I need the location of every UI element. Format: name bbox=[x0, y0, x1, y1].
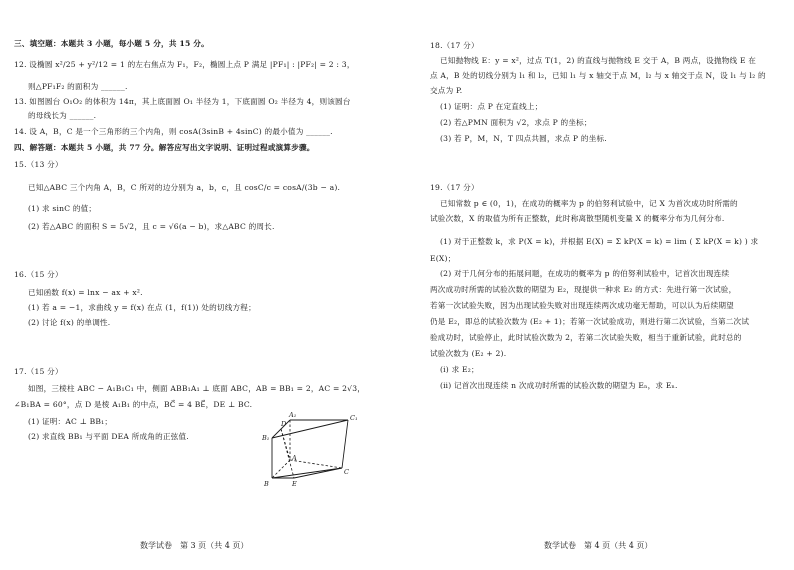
edge-b-c bbox=[272, 468, 342, 478]
label-b1: B₁ bbox=[262, 434, 270, 442]
q19-part2-line4: 仍是 E₂，即总的试验次数为 (E₂ + 1)；若第一次试验成功，则进行第二次试验，当第二次试 bbox=[430, 317, 750, 326]
q19-part1-line1: (1) 对于正整数 k，求 P(X = k)，并根据 E(X) = Σ kP(X = k) = lim ( Σ kP(X = k) ) 求 bbox=[440, 237, 759, 246]
q19-part2-line5: 验成功时，试验停止，此时试验次数为 2，若第二次试验失败，相当于重新试验，此时总的 bbox=[430, 333, 742, 342]
q19-stem-line1: 已知常数 p ∈ (0，1)，在成功的概率为 p 的伯努利试验中，记 X 为首次成功时所需的 bbox=[440, 199, 738, 208]
q15-heading: 15.（13 分） bbox=[14, 160, 63, 169]
q15-part2: (2) 若△ABC 的面积 S = 5√2，且 c = √6(a − b)，求△ABC 的周长. bbox=[28, 222, 275, 231]
q17-part2: (2) 求直线 BB₁ 与平面 DEA 所成角的正弦值. bbox=[28, 432, 189, 441]
prism-figure bbox=[262, 410, 367, 492]
q15-stem: 已知△ABC 三个内角 A，B，C 所对的边分别为 a，b，c，且 cosC/c = cosA/(3b − a). bbox=[28, 183, 341, 192]
q18-part1: (1) 证明：点 P 在定直线上； bbox=[440, 102, 543, 111]
q19-heading: 19.（17 分） bbox=[430, 183, 479, 192]
label-c: C bbox=[344, 468, 349, 476]
label-e: E bbox=[292, 480, 297, 488]
q19-subpart-i: (ⅰ) 求 E₂； bbox=[440, 365, 479, 374]
label-a1: A₁ bbox=[289, 411, 297, 419]
label-a: A bbox=[292, 454, 297, 462]
q16-heading: 16.（15 分） bbox=[14, 270, 63, 279]
label-d: D bbox=[281, 420, 287, 428]
q19-part1-line2: E(X)； bbox=[430, 254, 456, 263]
edge-c1-c bbox=[342, 420, 348, 468]
q12-line2: 则△PF₁F₂ 的面积为 ______. bbox=[28, 82, 128, 91]
q14: 14. 设 A，B，C 是一个三角形的三个内角，则 cosA(3sinB + 4sinC) 的最小值为 ______. bbox=[14, 127, 333, 136]
q15-part1: (1) 求 sinC 的值； bbox=[28, 204, 97, 213]
section-fill-in-heading: 三、填空题：本题共 3 小题，每小题 5 分，共 15 分。 bbox=[14, 39, 209, 48]
q19-stem-line2: 试验次数，X 的取值为所有正整数，此时称离散型随机变量 X 的概率分布为几何分布. bbox=[430, 214, 725, 223]
q18-part2: (2) 若△PMN 面积为 √2，求点 P 的坐标； bbox=[440, 118, 592, 127]
q13-line2: 的母线长为 ______. bbox=[28, 111, 97, 120]
q18-stem-line1: 已知抛物线 E：y = x²，过点 T(1，2) 的直线与抛物线 E 交于 A，B 两点，设抛物线 E 在 bbox=[440, 56, 757, 65]
edge-a-c bbox=[290, 460, 342, 468]
q19-part2-line1: (2) 对于几何分布的拓展问题，在成功的概率为 p 的伯努利试验中，记首次出现连续 bbox=[440, 269, 730, 278]
q17-part1: (1) 证明：AC ⊥ BB₁； bbox=[28, 417, 113, 426]
q19-part2-line3: 若第一次试验失败，因为出现试验失败对出现连续两次成功毫无帮助，可以认为后续期望 bbox=[430, 301, 734, 310]
left-page-footer: 数学试卷 第 3 页（共 4 页） bbox=[140, 541, 249, 550]
right-page bbox=[397, 0, 794, 570]
q19-part2-line6: 试验次数为 (E₂ + 2). bbox=[430, 349, 507, 358]
edge-a-b bbox=[272, 460, 290, 478]
q19-part2-line2: 两次成功时所需的试验次数的期望为 E₂，现提供一种求 E₂ 的方式：先进行第一次试验， bbox=[430, 285, 737, 294]
q16-part1: (1) 若 a = −1，求曲线 y = f(x) 在点 (1，f(1)) 处的切线方程； bbox=[28, 303, 256, 312]
q16-part2: (2) 讨论 f(x) 的单调性. bbox=[28, 318, 111, 327]
q17-stem-line2: ∠B₁BA = 60°，点 D 是棱 A₁B₁ 的中点，BC⃗ = 4 BE⃗，DE ⊥ BC. bbox=[14, 400, 253, 409]
q12-line1: 12. 设椭圆 x²/25 + y²/12 = 1 的左右焦点为 F₁，F₂，椭圆上点 P 满足 |PF₁| : |PF₂| = 2 : 3， bbox=[14, 60, 355, 69]
q13-line1: 13. 如图圆台 O₁O₂ 的体积为 14π，其上底面圆 O₁ 半径为 1，下底面圆 O₂ 半径为 4，则该圆台 bbox=[14, 97, 351, 106]
label-b: B bbox=[264, 480, 269, 488]
q17-heading: 17.（15 分） bbox=[14, 367, 63, 376]
label-c1: C₁ bbox=[350, 414, 358, 422]
section-answer-heading: 四、解答题：本题共 5 小题，共 77 分。解答应写出文字说明、证明过程或演算步骤。 bbox=[14, 143, 315, 152]
q16-stem: 已知函数 f(x) = lnx − ax + x². bbox=[28, 288, 143, 297]
prism-edges bbox=[272, 420, 348, 478]
right-page-footer: 数学试卷 第 4 页（共 4 页） bbox=[544, 541, 653, 550]
q18-stem-line2: 点 A，B 处的切线分别为 l₁ 和 l₂，已知 l₁ 与 x 轴交于点 M，l₂ 与 x 轴交于点 N，设 l₁ 与 l₂ 的 bbox=[430, 71, 766, 80]
q19-subpart-ii: (ⅱ) 记首次出现连续 n 次成功时所需的试验次数的期望为 Eₙ，求 Eₙ. bbox=[440, 381, 678, 390]
q17-stem-line1: 如图，三棱柱 ABC − A₁B₁C₁ 中，侧面 ABB₁A₁ ⊥ 底面 ABC，AB = BB₁ = 2，AC = 2√3， bbox=[28, 384, 366, 393]
q18-stem-line3: 交点为 P. bbox=[430, 86, 463, 95]
q18-heading: 18.（17 分） bbox=[430, 41, 479, 50]
q18-part3: (3) 若 P，M，N，T 四点共圆，求点 P 的坐标. bbox=[440, 134, 607, 143]
edge-e-c bbox=[294, 468, 342, 478]
